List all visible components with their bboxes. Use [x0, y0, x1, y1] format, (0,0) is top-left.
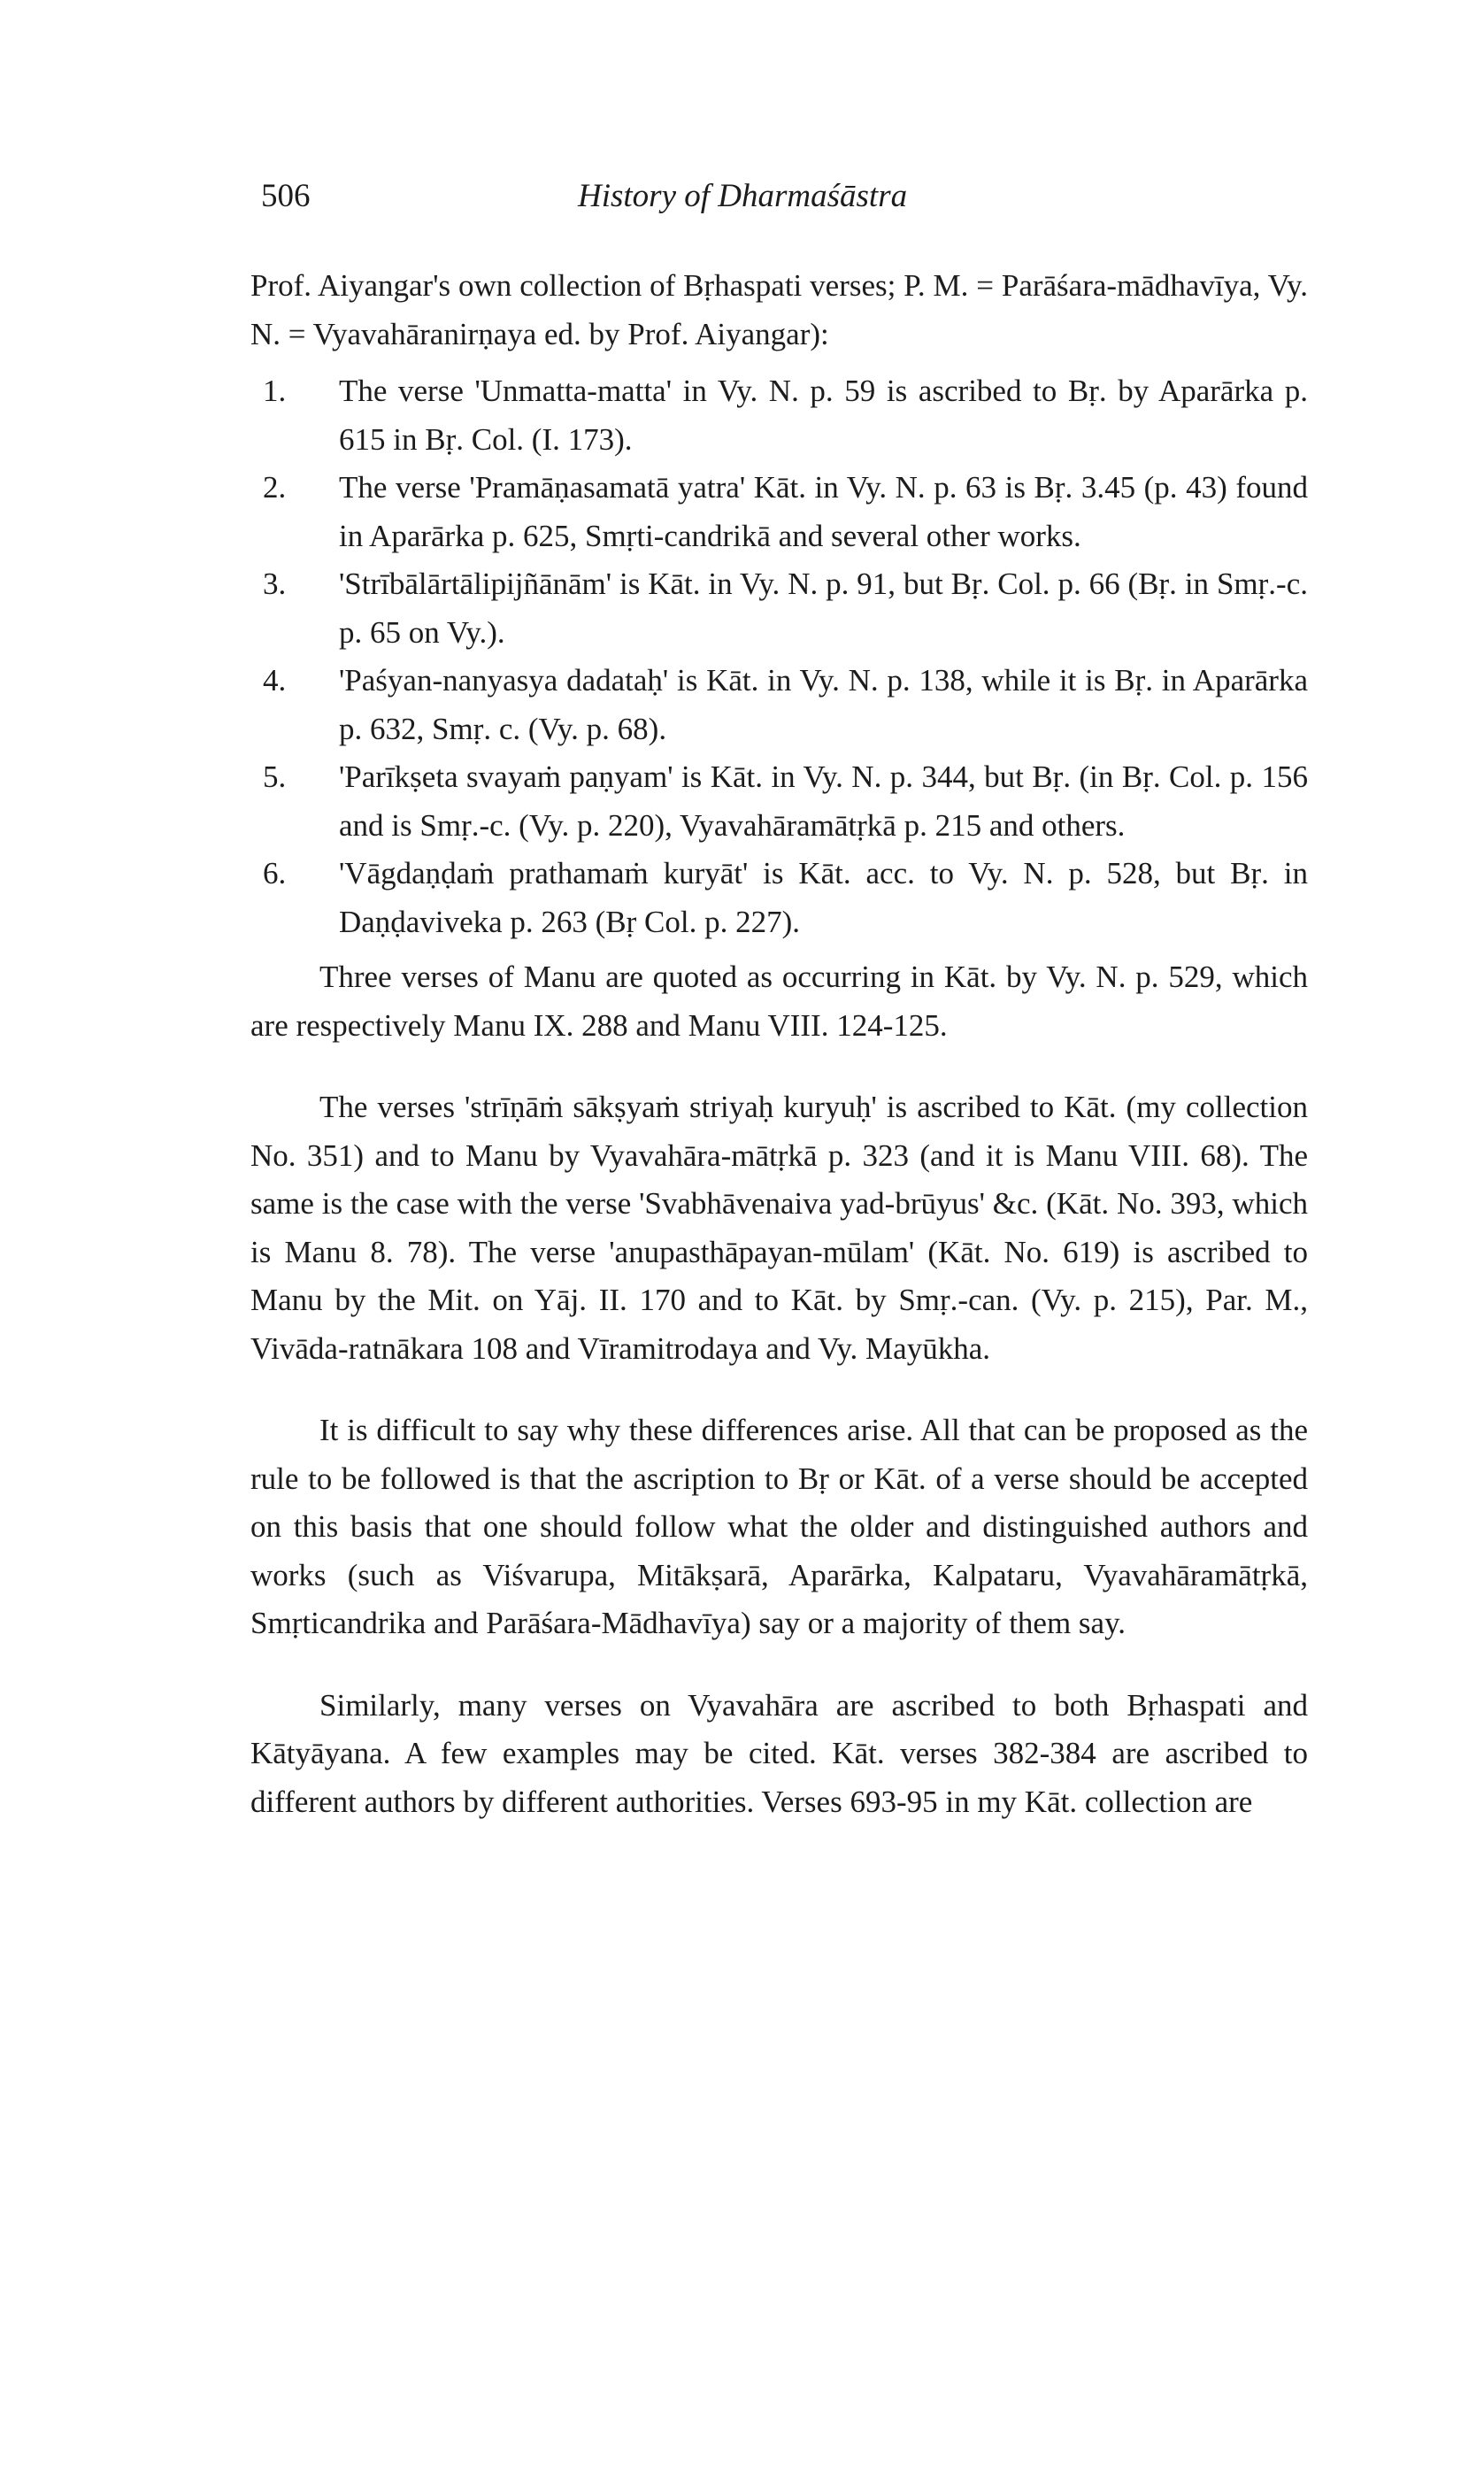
paragraph-similarly: Similarly, many verses on Vyavahāra are ascribed to both Bṛhaspati and Kātyāyana. A few examples may be cited. Kāt. verses 382-384 are ascribed to different authors by different authorities. Verses 693-95 in my Kāt. collection are	[250, 1687, 1308, 1819]
document-page	[250, 177, 1308, 1826]
list-item-number: 1.	[263, 374, 287, 408]
list-item-number: 3.	[263, 567, 287, 601]
list-item-number: 2.	[263, 470, 287, 505]
running-title: History of Dharmaśāstra	[578, 178, 908, 214]
intro-paragraph: Prof. Aiyangar's own collection of Bṛhaspati verses; P. M. = Parāśara-mādhavīya, Vy. N. = Vyavahāranirṇaya ed. by Prof. Aiyangar):	[250, 268, 1308, 351]
list-item	[250, 464, 1308, 560]
list-item	[250, 850, 1308, 946]
list-item	[250, 657, 1308, 753]
list-item-number: 5.	[263, 759, 287, 794]
list-item-number: 6.	[263, 856, 287, 890]
page-number: 506	[261, 178, 311, 214]
body-text	[250, 262, 1308, 1826]
list-item-text: 'Paśyan-nanyasya dadataḥ' is Kāt. in Vy. N. p. 138, while it is Bṛ. in Aparārka p. 632, Smṛ. c. (Vy. p. 68).	[339, 663, 1308, 746]
list-item-text: The verse 'Unmatta-matta' in Vy. N. p. 59 is ascribed to Bṛ. by Aparārka p. 615 in Bṛ. Col. (I. 173).	[339, 374, 1308, 457]
paragraph-manu-verses: Three verses of Manu are quoted as occurring in Kāt. by Vy. N. p. 529, which are respectively Manu IX. 288 and Manu VIII. 124-125.	[250, 960, 1308, 1043]
list-item	[250, 560, 1308, 657]
list-item-text: 'Vāgdaṇḍaṁ prathamaṁ kuryāt' is Kāt. acc. to Vy. N. p. 528, but Bṛ. in Daṇḍaviveka p. 263 (Bṛ Col. p. 227).	[339, 856, 1308, 939]
paragraph-strinam-verses: The verses 'strīṇāṁ sākṣyaṁ striyaḥ kuryuḥ' is ascribed to Kāt. (my collection No. 351) and to Manu by Vyavahāra-mātṛkā p. 323 (and it is Manu VIII. 68). The same is the case with the verse 'Svabhāvenaiva yad-brūyus' &c. (Kāt. No. 393, which is Manu 8. 78). The verse 'anupasthāpayan-mūlam' (Kāt. No. 619) is ascribed to Manu by the Mit. on Yāj. II. 170 and to Kāt. by Smṛ.-can. (Vy. p. 215), Par. M., Vivāda-ratnākara 108 and Vīramitrodaya and Vy. Mayūkha.	[250, 1090, 1308, 1366]
list-item-number: 4.	[263, 663, 287, 698]
paragraph-differences: It is difficult to say why these differences arise. All that can be proposed as the rule to be followed is that the ascription to Bṛ or Kāt. of a verse should be accepted on this basis that one should follow what the older and distinguished authors and works (such as Viśvarupa, Mitākṣarā, Aparārka, Kalpataru, Vyavahāramātṛkā, Smṛticandrika and Parāśara-Mādhavīya) say or a majority of them say.	[250, 1413, 1308, 1640]
page-header	[250, 177, 1308, 248]
list-item-text: 'Strībālārtālipijñānām' is Kāt. in Vy. N. p. 91, but Bṛ. Col. p. 66 (Bṛ. in Smṛ.-c. p. 65 on Vy.).	[339, 567, 1308, 650]
list-item	[250, 367, 1308, 464]
examples-list	[250, 367, 1308, 946]
list-item-text: 'Parīkṣeta svayaṁ paṇyam' is Kāt. in Vy. N. p. 344, but Bṛ. (in Bṛ. Col. p. 156 and is Smṛ.-c. (Vy. p. 220), Vyavahāramātṛkā p. 215 and others.	[339, 759, 1308, 843]
list-item-text: The verse 'Pramāṇasamatā yatra' Kāt. in Vy. N. p. 63 is Bṛ. 3.45 (p. 43) found in Aparārka p. 625, Smṛti-candrikā and several other works.	[339, 470, 1308, 553]
list-item	[250, 753, 1308, 850]
